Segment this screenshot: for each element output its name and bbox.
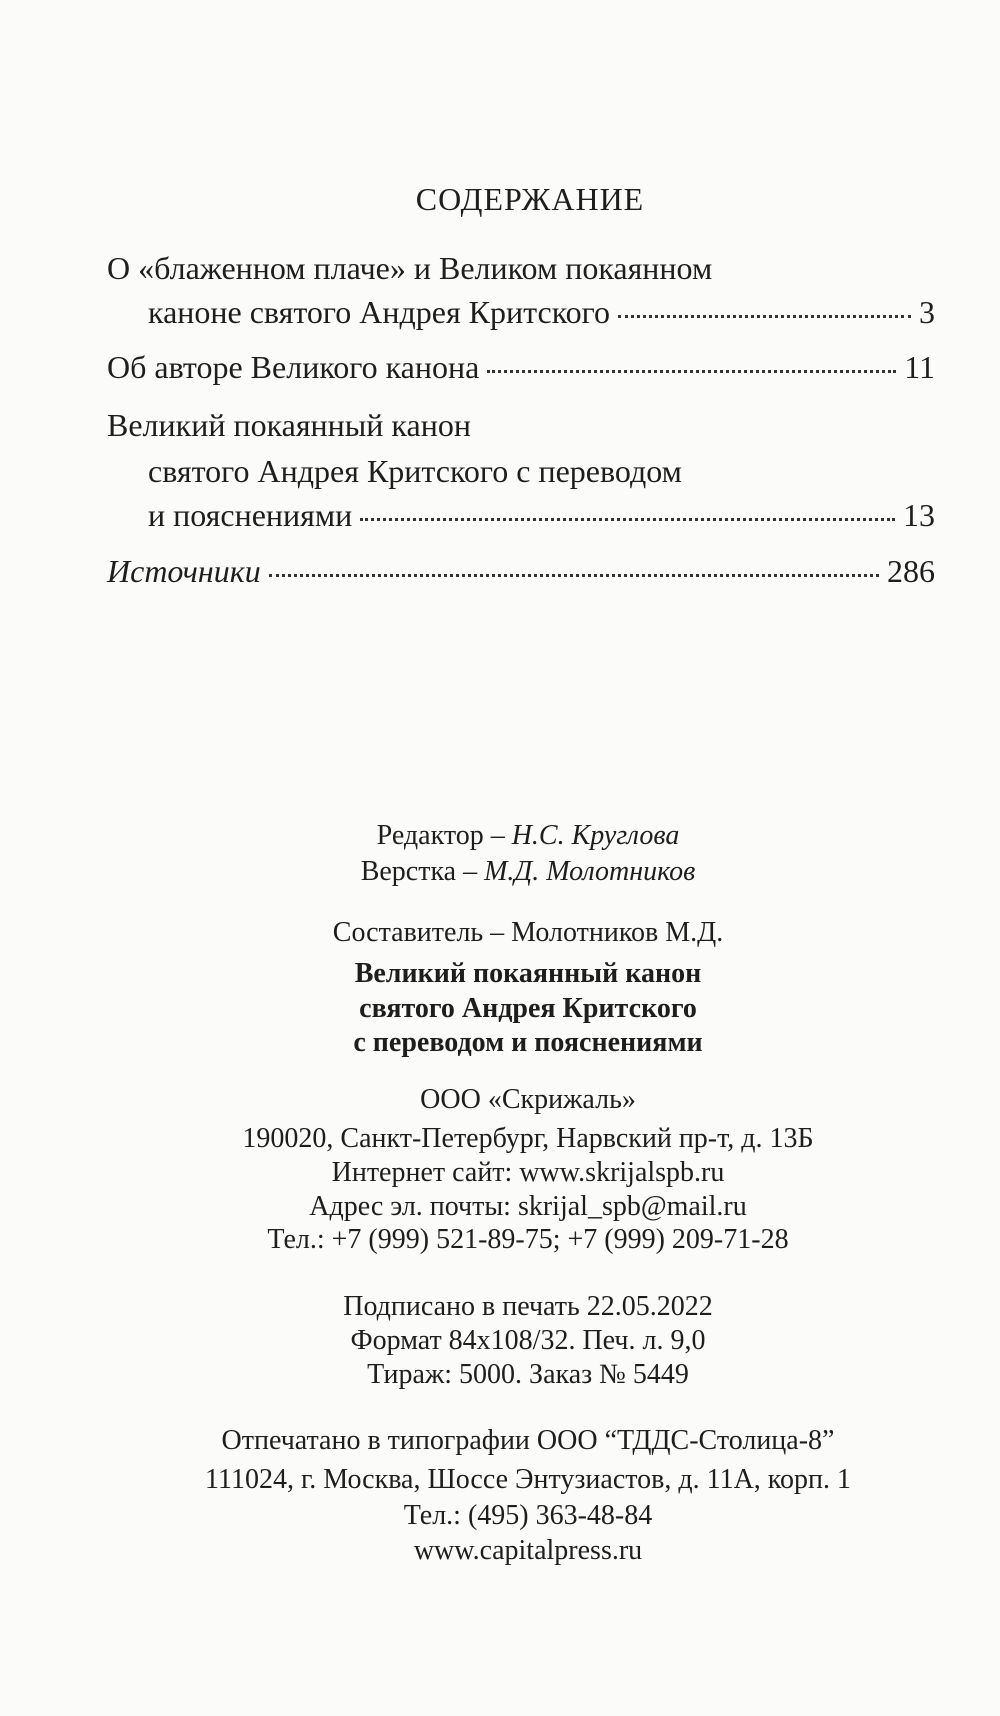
publisher-line: Адрес эл. почты: skrijal_spb@mail.ru [309,1191,747,1222]
toc-entry-1 [148,296,935,328]
toc-entry-3-line-2: святого Андрея Критского с переводом [148,453,682,489]
layout-credit [0,858,1000,886]
publisher-line: 190020, Санкт-Петербург, Нарвский пр-т, д. 13Б [242,1123,814,1154]
toc-entry-3-line-3: и пояснениями [148,497,353,533]
toc-entry-2-page: 11 [904,349,935,385]
book-title-line: Великий покаянный канон [354,958,702,989]
layout-label: Верстка – [360,856,485,887]
compiler-credit: Составитель – Молотников М.Д. [332,917,724,948]
toc-entry-4 [107,555,935,587]
dot-leader [618,315,911,318]
printer-line: 111024, г. Москва, Шоссе Энтузиастов, д. 11А, корп. 1 [205,1464,851,1495]
toc-entry-4-text: Источники [107,553,261,589]
toc-entry-1-line-2: каноне святого Андрея Критского [148,294,610,330]
publisher-line: Интернет сайт: www.skrijalspb.ru [331,1157,725,1188]
editor-name: Н.С. Круглова [511,820,680,851]
toc-entry-3-page: 13 [903,497,935,533]
printer-line: Отпечатано в типографии ООО “ТДДС-Столица-8” [221,1425,835,1456]
dot-leader [487,370,896,373]
toc-entry-3-line-1: Великий покаянный канон [107,407,471,443]
print-info-line: Тираж: 5000. Заказ № 5449 [367,1359,689,1390]
printer-line: Тел.: (495) 363-48-84 [403,1500,653,1531]
book-title-line: с переводом и пояснениями [353,1027,703,1058]
toc-title: СОДЕРЖАНИЕ [415,181,645,217]
layout-name: М.Д. Молотников [484,856,696,887]
publisher-line: Тел.: +7 (999) 521-89-75; +7 (999) 209-71-28 [267,1224,789,1255]
toc-entry-2-text: Об авторе Великого канона [107,349,480,385]
toc-entry-1-line-1: О «блаженном плаче» и Великом покаянном [107,250,713,286]
printer-line: www.capitalpress.ru [413,1535,643,1566]
publisher-line: ООО «Скрижаль» [420,1084,636,1115]
dot-leader [360,518,895,521]
toc-entry-1-page: 3 [919,294,935,330]
print-info-line: Формат 84x108/32. Печ. л. 9,0 [350,1325,706,1356]
book-title-line: святого Андрея Критского [359,993,697,1024]
toc-entry-4-page: 286 [887,553,935,589]
toc-entry-3 [148,499,935,531]
dot-leader [269,574,879,577]
print-info-line: Подписано в печать 22.05.2022 [343,1291,713,1322]
editor-credit [0,822,1000,850]
toc-entry-2 [107,351,935,383]
editor-label: Редактор – [376,820,512,851]
